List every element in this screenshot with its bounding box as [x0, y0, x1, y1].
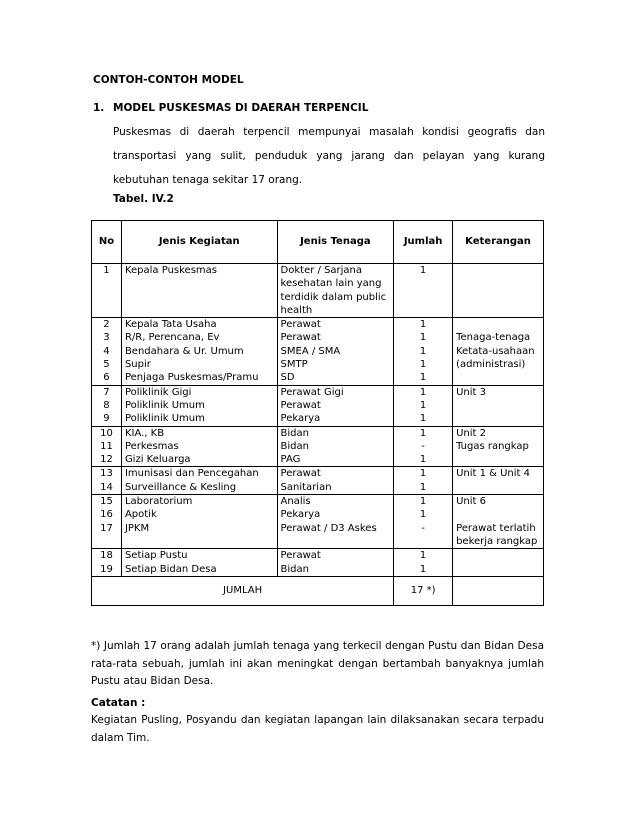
kegiatan-line: Setiap Pustu	[124, 550, 188, 562]
cell-jumlah	[394, 318, 453, 385]
kegiatan-line: Poliklinik Umum	[124, 399, 205, 411]
header-jumlah: Jumlah	[394, 221, 453, 264]
cell-jumlah	[394, 495, 453, 549]
jumlah-line: 1	[419, 413, 427, 425]
cell-tenaga	[277, 495, 394, 549]
footnote: *) Jumlah 17 orang adalah jumlah tenaga yang terkecil dengan Pustu dan Bidan Desa rata-rata sebuah, jumlah ini akan meningkat dengan bertambah banyaknya jumlah Pustu atau Bidan Desa.	[91, 640, 544, 687]
header-keterangan: Keterangan	[453, 221, 544, 264]
no-line: 19	[100, 563, 113, 575]
kegiatan-line: Kepala Puskesmas	[124, 265, 217, 276]
kegiatan-line: Poliklinik Gigi	[124, 386, 192, 398]
cell-keterangan	[453, 318, 544, 385]
tenaga-line: Bidan	[280, 427, 309, 439]
tenaga-line: Analis	[280, 496, 311, 508]
jumlah-line: -	[421, 522, 425, 534]
jumlah-line: 1	[419, 509, 427, 521]
tenaga-line: Perawat	[280, 468, 321, 480]
cell-kegiatan	[121, 264, 277, 318]
keterangan-line	[456, 549, 540, 562]
cell-jumlah	[394, 549, 453, 577]
cell-keterangan	[453, 467, 544, 495]
no-line: 13	[100, 468, 113, 480]
intro-paragraph: Puskesmas di daerah terpencil mempunyai masalah kondisi geografis dan transportasi yang sulit, penduduk yang jarang dan pelayan yang kurang kebutuhan tenaga sekitar 17 orang.	[113, 126, 545, 186]
table-row	[92, 549, 544, 577]
jumlah-line: 1	[419, 372, 427, 384]
cell-kegiatan	[121, 385, 277, 426]
tenaga-line: Pekarya	[280, 413, 321, 425]
keterangan-line: Tenaga-tenaga	[456, 332, 531, 344]
cell-tenaga	[277, 385, 394, 426]
no-line: 8	[103, 399, 110, 411]
kegiatan-line: Penjaga Puskesmas/Pramu	[124, 372, 259, 384]
no-line: 18	[100, 550, 113, 562]
no-line: 4	[103, 345, 110, 357]
tenaga-line: SD	[280, 372, 295, 384]
jumlah-line: 1	[419, 345, 427, 357]
cell-kegiatan	[121, 467, 277, 495]
tenaga-line: SMEA / SMA	[280, 345, 341, 357]
total-label: JUMLAH	[92, 576, 394, 605]
table-row	[92, 318, 544, 385]
cell-kegiatan	[121, 426, 277, 467]
keterangan-line: Tugas rangkap	[456, 440, 529, 452]
cell-kegiatan	[121, 318, 277, 385]
table-row	[92, 495, 544, 549]
kegiatan-line: R/R, Perencana, Ev	[124, 332, 220, 344]
jumlah-line: 1	[419, 468, 427, 480]
cell-keterangan	[453, 495, 544, 549]
keterangan-line	[456, 508, 540, 521]
tenaga-line: Bidan	[280, 563, 309, 575]
kegiatan-line: Bendahara & Ur. Umum	[124, 345, 244, 357]
keterangan-line: Perawat terlatih bekerja rangkap	[456, 522, 538, 547]
cell-tenaga	[277, 318, 394, 385]
kegiatan-line: Supir	[124, 359, 151, 371]
cell-keterangan	[453, 549, 544, 577]
tenaga-line: Perawat Gigi	[280, 386, 344, 398]
cell-no	[92, 426, 122, 467]
cell-kegiatan	[121, 495, 277, 549]
kegiatan-line: Setiap Bidan Desa	[124, 563, 217, 575]
tenaga-line: Perawat / D3 Askes	[280, 522, 377, 534]
kegiatan-line: Apotik	[124, 509, 157, 521]
tenaga-line: Dokter / Sarjana kesehatan lain yang terdidik dalam public health	[280, 265, 387, 316]
tenaga-line: Perawat	[280, 332, 321, 344]
tenaga-line: PAG	[280, 454, 301, 466]
kegiatan-line: Kepala Tata Usaha	[124, 319, 217, 331]
note-title: Catatan :	[91, 697, 146, 709]
tenaga-line: Perawat	[280, 399, 321, 411]
note-body: Kegiatan Pusling, Posyandu dan kegiatan lapangan lain dilaksanakan secara terpadu dalam Tim.	[91, 714, 544, 744]
cell-jumlah	[394, 467, 453, 495]
cell-keterangan	[453, 264, 544, 318]
no-line: 3	[103, 332, 110, 344]
no-line: 16	[100, 509, 113, 521]
no-line: 9	[103, 413, 110, 425]
cell-tenaga	[277, 467, 394, 495]
no-line: 7	[103, 386, 110, 398]
tenaga-line: Pekarya	[280, 509, 321, 521]
header-no: No	[92, 221, 122, 264]
jumlah-line: 1	[419, 481, 427, 493]
section-title-text: MODEL PUSKESMAS DI DAERAH TERPENCIL	[113, 102, 369, 114]
cell-no	[92, 385, 122, 426]
keterangan-line: Unit 1 & Unit 4	[456, 468, 531, 480]
staff-table	[91, 220, 544, 606]
no-line: 14	[100, 481, 113, 493]
jumlah-line: 1	[419, 550, 427, 562]
keterangan-line: (administrasi)	[456, 359, 526, 371]
cell-jumlah	[394, 385, 453, 426]
total-value: 17 *)	[394, 576, 453, 605]
table-row	[92, 385, 544, 426]
total-empty-cell	[453, 576, 544, 605]
cell-kegiatan	[121, 549, 277, 577]
jumlah-line: 1	[419, 265, 427, 276]
keterangan-line: Unit 6	[456, 496, 486, 508]
no-line: 1	[103, 265, 110, 276]
keterangan-line: Unit 3	[456, 386, 486, 398]
kegiatan-line: Surveillance & Kesling	[124, 481, 237, 493]
kegiatan-line: Laboratorium	[124, 496, 193, 508]
section-title	[93, 102, 368, 114]
cell-tenaga	[277, 549, 394, 577]
keterangan-line	[456, 318, 540, 331]
no-line: 12	[100, 454, 113, 466]
no-line: 5	[103, 359, 110, 371]
kegiatan-line: Imunisasi dan Pencegahan	[124, 468, 259, 480]
no-line: 17	[100, 522, 113, 534]
cell-tenaga	[277, 264, 394, 318]
no-line: 2	[103, 319, 110, 331]
no-line: 11	[100, 440, 113, 452]
jumlah-line: 1	[419, 563, 427, 575]
jumlah-line: 1	[419, 332, 427, 344]
cell-keterangan	[453, 426, 544, 467]
keterangan-line: Unit 2	[456, 427, 486, 439]
table-header-row	[92, 221, 544, 264]
header-kegiatan: Jenis Kegiatan	[121, 221, 277, 264]
jumlah-line: 1	[419, 359, 427, 371]
jumlah-line: 1	[419, 496, 427, 508]
jumlah-line: 1	[419, 386, 427, 398]
section-number: 1.	[93, 102, 105, 114]
table-row	[92, 426, 544, 467]
cell-no	[92, 264, 122, 318]
jumlah-line: 1	[419, 454, 427, 466]
kegiatan-line: JPKM	[124, 522, 150, 534]
table-label: Tabel. IV.2	[113, 193, 174, 205]
cell-no	[92, 549, 122, 577]
jumlah-line: 1	[419, 427, 427, 439]
cell-jumlah	[394, 264, 453, 318]
total-row	[92, 576, 544, 605]
no-line: 10	[100, 427, 113, 439]
tenaga-line: Bidan	[280, 440, 309, 452]
header-tenaga: Jenis Tenaga	[277, 221, 394, 264]
tenaga-line: SMTP	[280, 359, 308, 371]
table-row	[92, 467, 544, 495]
cell-no	[92, 495, 122, 549]
tenaga-line: Perawat	[280, 319, 321, 331]
no-line: 15	[100, 496, 113, 508]
no-line: 6	[103, 372, 110, 384]
cell-tenaga	[277, 426, 394, 467]
jumlah-line: 1	[419, 399, 427, 411]
keterangan-line	[456, 264, 540, 277]
tenaga-line: Sanitarian	[280, 481, 332, 493]
keterangan-line: Ketata-usahaan	[456, 345, 535, 357]
jumlah-line: -	[421, 440, 425, 452]
kegiatan-line: Poliklinik Umum	[124, 413, 205, 425]
jumlah-line: 1	[419, 319, 427, 331]
cell-jumlah	[394, 426, 453, 467]
kegiatan-line: Perkesmas	[124, 440, 179, 452]
kegiatan-line: Gizi Keluarga	[124, 454, 191, 466]
cell-no	[92, 318, 122, 385]
tenaga-line: Perawat	[280, 550, 321, 562]
cell-no	[92, 467, 122, 495]
table-row	[92, 264, 544, 318]
document-heading: CONTOH-CONTOH MODEL	[93, 74, 244, 86]
kegiatan-line: KIA., KB	[124, 427, 165, 439]
cell-keterangan	[453, 385, 544, 426]
